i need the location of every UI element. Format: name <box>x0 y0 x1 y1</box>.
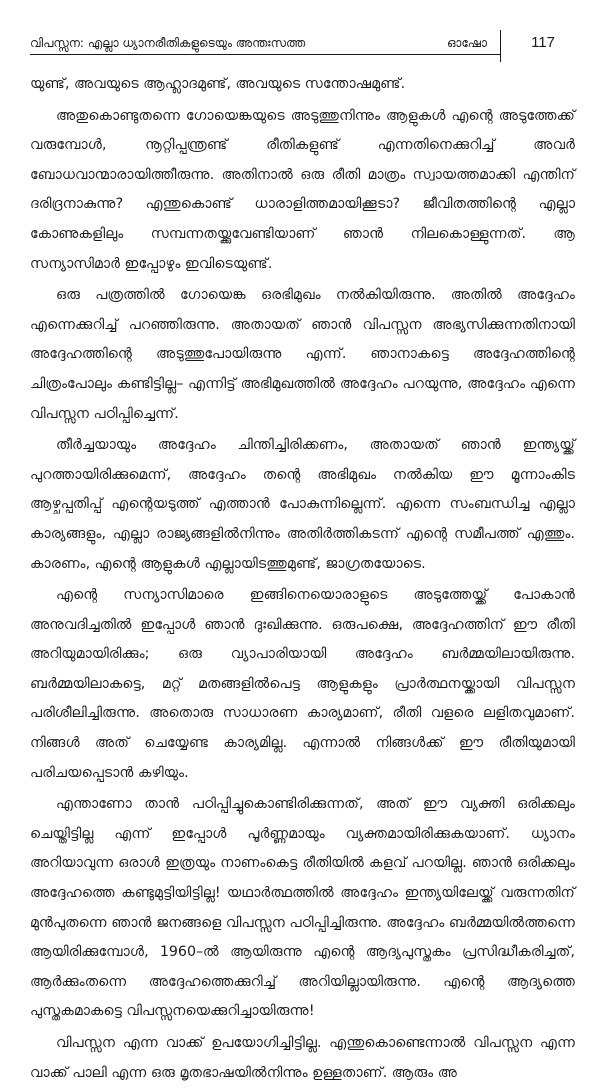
header-divider <box>500 30 501 62</box>
paragraph-continuation: യുണ്ട്, അവയുടെ ആഹ്ലാദമുണ്ട്, അവയുടെ സന്തോഷമുണ്ട്. <box>30 76 406 92</box>
paragraph: തീർച്ചയായും അദ്ദേഹം ചിന്തിച്ചിരിക്കണം, അതായത് ഞാൻ ഇന്ത്യയ്ക്ക് പുറത്തായിരിക്കുമെന്ന്, അദ്ദേഹം തന്റെ അഭിമുഖം നൽകിയ ഈ മൂന്നാംകിട ആഴ്ചപ്പതിപ്പ് എന്റെയടുത്ത് എത്താൻ പോകുന്നില്ലെന്ന്. എന്നെ സംബന്ധിച്ച എല്ലാ കാര്യങ്ങളും, എല്ലാ രാജ്യങ്ങളിൽനിന്നും അതിർത്തികടന്ന് എന്റെ സമീപത്ത് എത്തും. കാരണം, എന്റെ ആളുകൾ എല്ലായിടത്തുമുണ്ട്, ജാഗ്രതയോടെ. <box>30 437 575 572</box>
paragraph: എന്റെ സന്യാസിമാരെ ഇങ്ങിനെയൊരാളുടെ അടുത്തേയ്ക്ക് പോകാൻ അനുവദിച്ചതിൽ ഇപ്പോൾ ഞാൻ ദുഃഖിക്കുന്നു. ഒരുപക്ഷെ, അദ്ദേഹത്തിന് ഈ രീതി അറിയുമായിരിക്കും; ഒരു വ്യാപാരിയായി അദ്ദേഹം ബർമ്മയിലായിരുന്നു. ബർമ്മയിലാകട്ടെ, മറ്റ് മതങ്ങളിൽപെട്ട ആളുകളും പ്രാർത്ഥനയ്ക്കായി വിപസ്സന പരിശീലിച്ചിരുന്നു. അതൊരു സാധാരണ കാര്യമാണ്, രീതി വളരെ ലളിതവുമാണ്. നിങ്ങൾ അത് ചെയ്യേണ്ട കാര്യമില്ല. എന്നാൽ നിങ്ങൾക്ക് ഈ രീതിയുമായി പരിചയപ്പെടാൻ കഴിയും. <box>30 587 575 781</box>
running-title: വിപസ്സന: എല്ലാ ധ്യാനരീതികളുടെയും അന്തഃസത്ത <box>30 36 306 50</box>
running-author: ഓഷോ <box>446 36 487 50</box>
paragraph: വിപസ്സന എന്ന വാക്ക് ഉപയോഗിച്ചിട്ടില്ല. എന്തുകൊണ്ടെന്നാൽ വിപസ്സന എന്ന വാക്ക് പാലി എന്ന ഒരു മൃതഭാഷയിൽനിന്നും ഉള്ളതാണ്. ആരും അ <box>30 1035 575 1081</box>
paragraph: ഒരു പത്രത്തിൽ ഗോയെങ്ക ഒരഭിമുഖം നൽകിയിരുന്നു. അതിൽ അദ്ദേഹം എന്നെക്കുറിച്ച് പറഞ്ഞിരുന്നു. അതായത് ഞാൻ വിപസ്സന അഭ്യസിക്കുന്നതിനായി അദ്ദേഹത്തിന്റെ അടുത്തുപോയിരുന്നു എന്ന്. ഞാനാകട്ടെ അദ്ദേഹത്തിന്റെ ചിത്രംപോലും കണ്ടിട്ടില്ല– എന്നിട്ട് അഭിമുഖത്തിൽ അദ്ദേഹം പറയുന്നു, അദ്ദേഹം എന്നെ വിപസ്സന പഠിപ്പിച്ചെന്ന്. <box>30 287 575 422</box>
header-rule <box>30 54 500 55</box>
body-text <box>30 70 575 1081</box>
paragraph: എന്താണോ താൻ പഠിപ്പിച്ചുകൊണ്ടിരിക്കുന്നത്, അത് ഈ വ്യക്തി ഒരിക്കലും ചെയ്തിട്ടില്ല എന്ന് ഇപ്പോൾ പൂർണ്ണമായും വ്യക്തമായിരിക്കുകയാണ്. ധ്യാനം അറിയാവുന്ന ഒരാൾ ഇത്രയും നാണംകെട്ട രീതിയിൽ കളവ് പറയില്ല. ഞാൻ ഒരിക്കലും അദ്ദേഹത്തെ കണ്ടുമുട്ടിയിട്ടില്ല! യഥാർത്ഥത്തിൽ അദ്ദേഹം ഇന്ത്യയിലേയ്ക്ക് വരുന്നതിന് മുൻപുതന്നെ ഞാൻ ജനങ്ങളെ വിപസ്സന പഠിപ്പിച്ചിരുന്നു. അദ്ദേഹം ബർമ്മയിൽത്തന്നെ ആയിരിക്കുമ്പോൾ, 1960–ൽ ആയിരുന്നു എന്റെ ആദ്യപുസ്തകം പ്രസിദ്ധീകരിച്ചത്, ആർക്കുംതന്നെ അദ്ദേഹത്തെക്കുറിച്ച് അറിയില്ലായിരുന്നു. എന്റെ ആദ്യത്തെ പുസ്തകമാകട്ടെ വിപസ്സനയെക്കുറിച്ചായിരുന്നു! <box>30 796 575 1020</box>
page-number: 117 <box>531 34 555 51</box>
page-header <box>30 30 575 56</box>
paragraph: അതുകൊണ്ടുതന്നെ ഗോയെങ്കയുടെ അടുത്തുനിന്നും ആളുകൾ എന്റെ അടുത്തേക്ക് വരുമ്പോൾ, നൂറ്റിപ്പന്ത്രണ്ട് രീതികളുണ്ട് എന്നതിനെക്കുറിച്ച് അവർ ബോധവാന്മാരായിത്തീരുന്നു. അതിനാൽ ഒരു രീതി മാത്രം സ്വായത്തമാക്കി എന്തിന് ദരിദ്രനാകുന്നു? എന്തുകൊണ്ട് ധാരാളിത്തമായിക്കൂടാ? ജീവിതത്തിന്റെ എല്ലാ കോണുകളിലും സമ്പന്നതയ്ക്കുവേണ്ടിയാണ് ഞാൻ നിലകൊള്ളുന്നത്. ആ സന്യാസിമാർ ഇപ്പോഴും ഇവിടെയുണ്ട്. <box>30 107 575 272</box>
